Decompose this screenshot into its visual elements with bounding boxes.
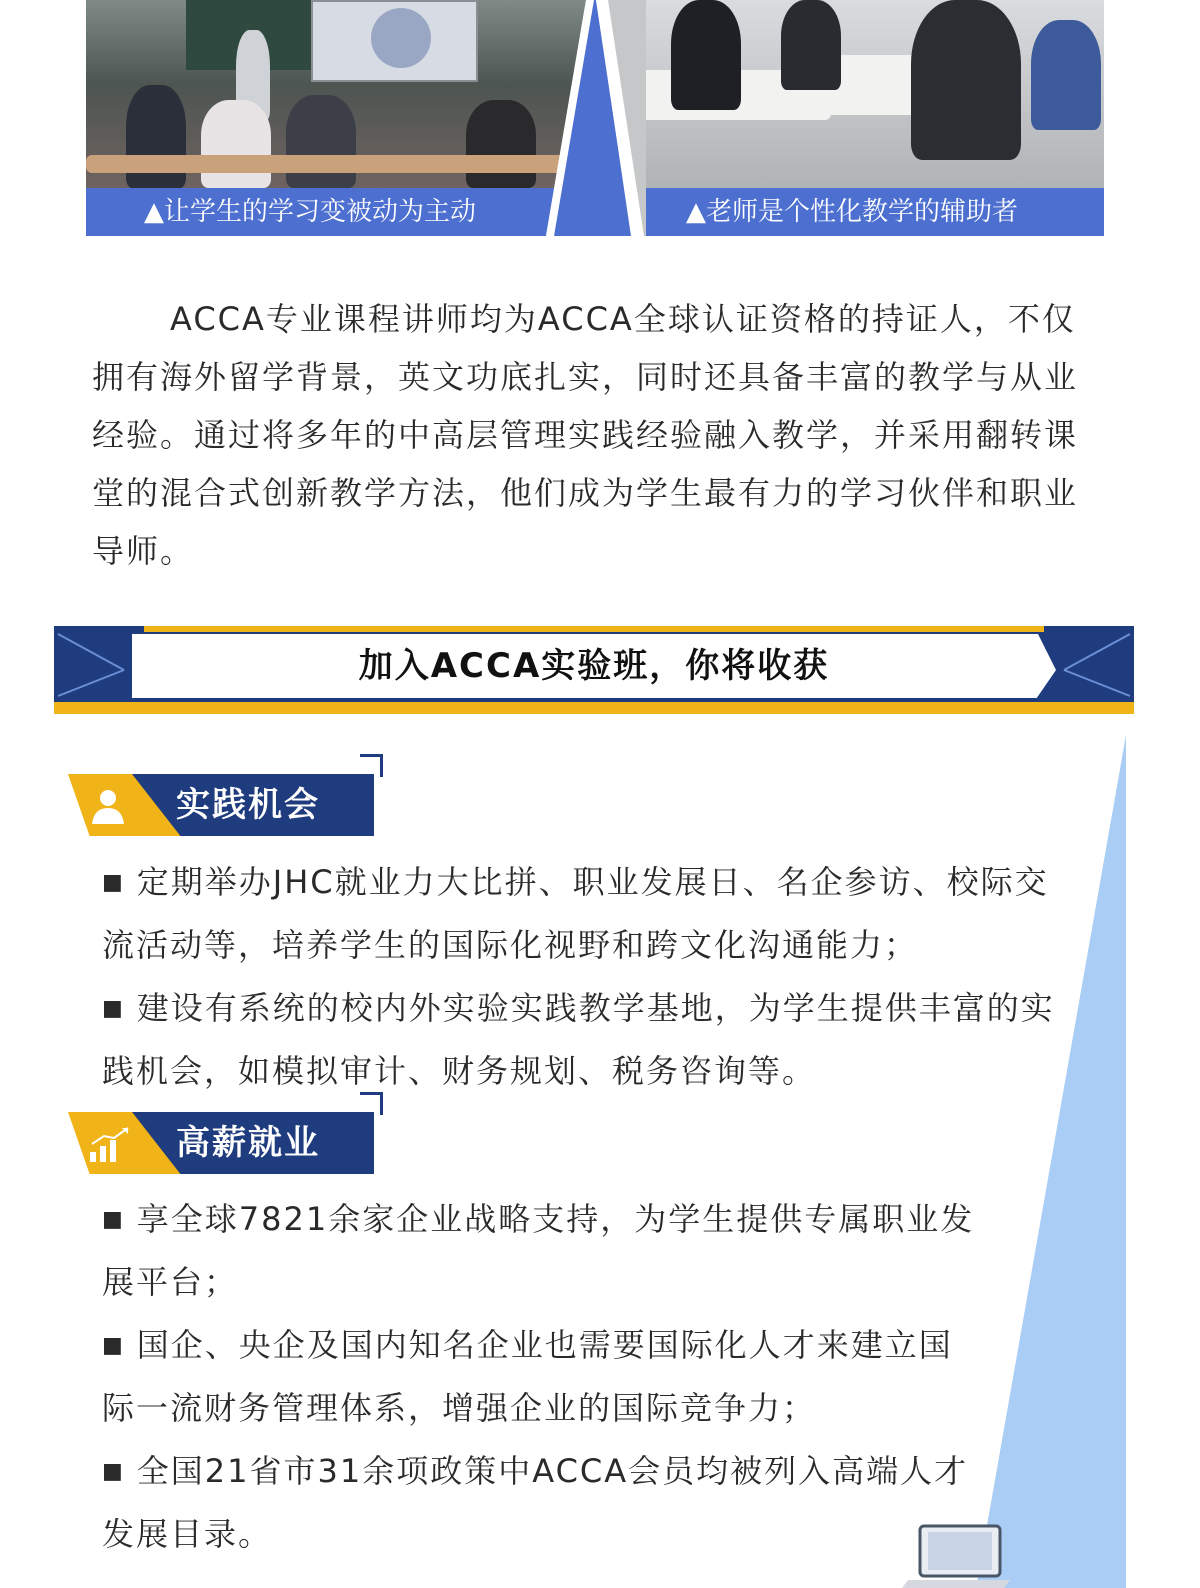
intro-paragraph: ACCA专业课程讲师均为ACCA全球认证资格的持证人，不仅拥有海外留学背景，英文功底扎实，同时还具备丰富的教学与从业经验。通过将多年的中高层管理实践经验融入教学，并采用翻转课堂的混合式创新教学方法，他们成为学生最有力的学习伙伴和职业导师。 <box>92 300 1079 570</box>
photo-strip <box>86 0 1104 236</box>
laptop-illustration <box>900 1520 1010 1588</box>
caption-right: ▲老师是个性化教学的辅助者 <box>646 188 1104 236</box>
section-header-practice <box>68 768 388 836</box>
growth-chart-icon <box>86 1124 132 1164</box>
projector-screen <box>311 0 478 82</box>
group-discussion-photo <box>611 0 1104 188</box>
banner-title: 加入ACCA实验班，你将收获 <box>358 646 830 686</box>
diagonal-divider <box>546 0 646 236</box>
list-item: ■ 定期举办JHC就业力大比拼、职业发展日、名企参访、校际交流活动等，培养学生的国际化视野和跨文化沟通能力； <box>102 863 1049 964</box>
list-item: ■ 建设有系统的校内外实验实践教学基地，为学生提供丰富的实践机会，如模拟审计、财务规划、税务咨询等。 <box>102 989 1055 1090</box>
list-item: ■ 享全球7821余家企业战略支持，为学生提供专属职业发展平台； <box>102 1200 975 1301</box>
caption-left: ▲让学生的学习变被动为主动 <box>86 188 556 236</box>
list-item: ■ 全国21省市31余项政策中ACCA会员均被列入高端人才发展目录。 <box>102 1452 969 1553</box>
section-title-practice: 实践机会 <box>176 785 320 825</box>
person-icon <box>86 786 132 826</box>
classroom-lecture-photo <box>86 0 586 188</box>
list-item: ■ 国企、央企及国内知名企业也需要国际化人才来建立国际一流财务管理体系，增强企业的国际竞争力； <box>102 1326 953 1427</box>
section-header-employment <box>68 1106 388 1174</box>
section-banner <box>54 626 1134 714</box>
section-title-employment: 高薪就业 <box>176 1123 320 1163</box>
